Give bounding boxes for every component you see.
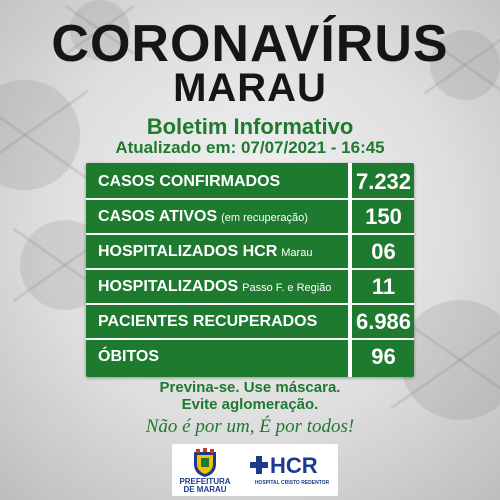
hospital-cross-icon [250, 456, 268, 474]
stat-row-active [86, 200, 414, 233]
title-coronavirus: CORONAVÍRUS [51, 15, 449, 73]
stat-row-recovered [86, 305, 414, 338]
stat-value: 11 [371, 274, 396, 299]
stat-label: HOSPITALIZADOS Passo F. e Região [98, 278, 332, 295]
stat-label: PACIENTES RECUPERADOS [98, 313, 318, 330]
advice-line-crowds: Evite aglomeração. [181, 396, 319, 413]
advice-line-mask: Previna-se. Use máscara. [159, 379, 341, 396]
bulletin-subtitle: Boletim Informativo [146, 114, 354, 139]
stat-row-hospitalized-hcr [86, 235, 414, 268]
prevention-advice [0, 379, 500, 413]
stat-label: ÓBITOS [98, 348, 160, 365]
stat-label: CASOS ATIVOS (em recuperação) [98, 208, 308, 225]
updated-timestamp: Atualizado em: 07/07/2021 - 16:45 [115, 138, 385, 157]
prefeitura-logo-text: PREFEITURA DE MARAU [179, 477, 231, 494]
hcr-logo [250, 452, 334, 492]
hcr-logo-subtitle: HOSPITAL CRISTO REDENTOR [254, 480, 330, 486]
title-city: MARAU [173, 66, 327, 110]
stat-note: Marau [281, 247, 313, 259]
stat-note: (em recuperação) [221, 212, 308, 224]
stat-value: 6.986 [355, 309, 412, 334]
stat-label: HOSPITALIZADOS HCR Marau [98, 243, 313, 260]
stat-label: CASOS CONFIRMADOS [98, 173, 281, 190]
hcr-logo-text: HCR [270, 453, 318, 478]
stat-value: 150 [365, 204, 402, 229]
stat-value: 96 [371, 344, 396, 369]
slogan: Não é por um, É por todos! [145, 416, 355, 437]
stat-note: Passo F. e Região [242, 282, 332, 294]
logos-panel [172, 444, 338, 496]
stat-value: 06 [371, 239, 396, 264]
stats-table [86, 163, 414, 377]
stat-row-confirmed [86, 165, 414, 198]
stat-value: 7.232 [355, 169, 412, 194]
city-crest-icon [190, 448, 220, 478]
stat-row-hospitalized-region [86, 270, 414, 303]
stat-row-deaths [86, 340, 414, 373]
